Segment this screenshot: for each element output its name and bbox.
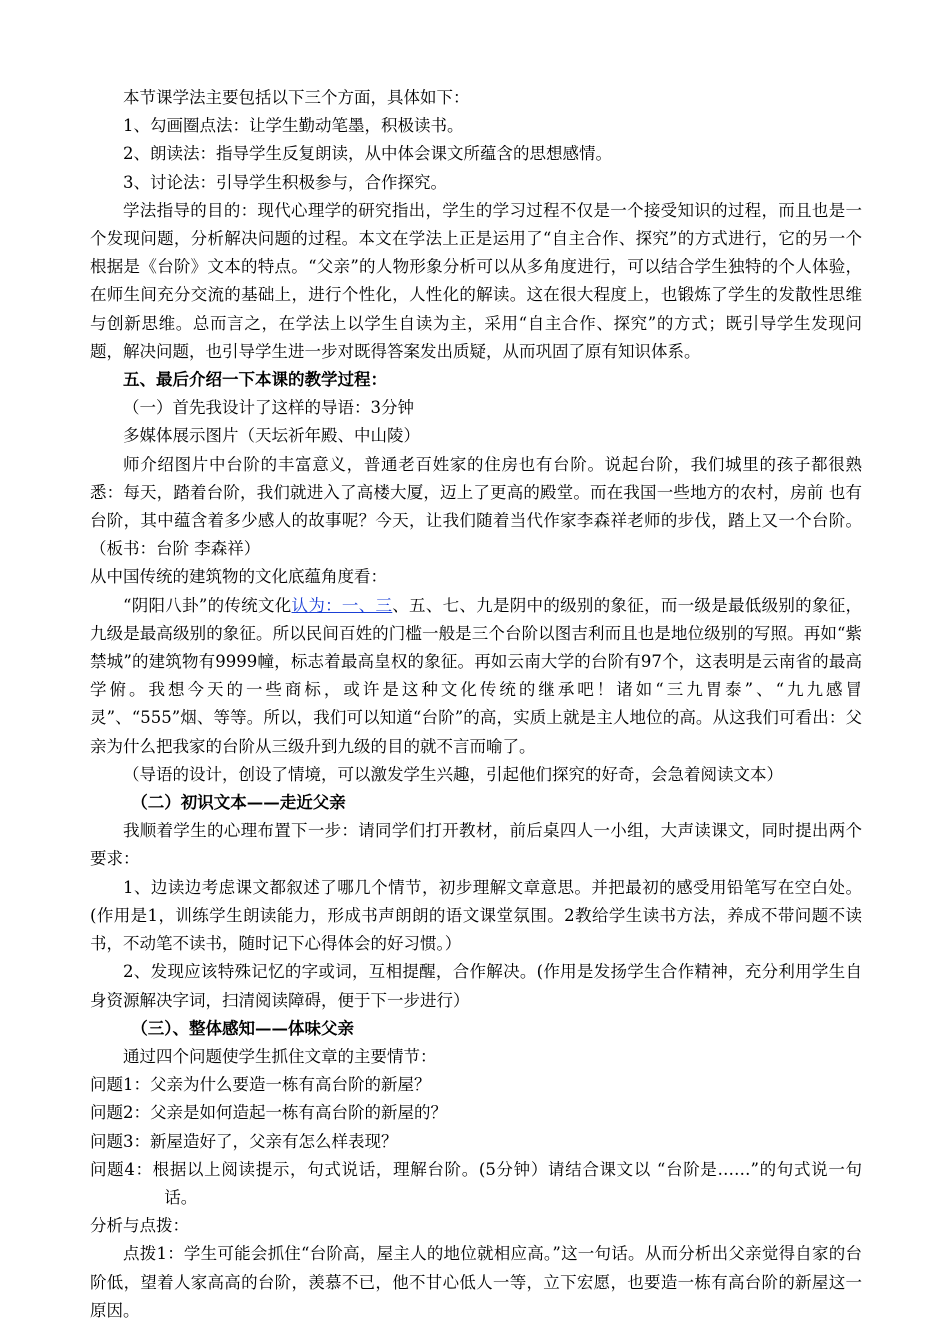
paragraph: 通过四个问题使学生抓住文章的主要情节：: [123, 1046, 437, 1066]
paragraph: [90, 592, 862, 761]
section-heading: （三）、整体感知——体味父亲: [131, 1018, 354, 1038]
section-heading: 五、最后介绍一下本课的教学过程：: [123, 370, 387, 390]
paragraph: 2、发现应该特殊记忆的字或词，互相提醒，合作解决。(作用是发扬学生合作精神，充分利用学生自身资源解决字词，扫清阅读障碍，便于下一步进行）: [90, 962, 862, 1010]
paragraph: 我顺着学生的心理布置下一步：请同学们打开教材，前后桌四人一小组，大声读课文，同时提出两个要求：: [90, 821, 862, 869]
hyperlink[interactable]: 认为：一、三: [291, 595, 393, 615]
paragraph: 3、讨论法：引导学生积极参与，合作探究。: [123, 172, 447, 192]
paragraph: 2、朗读法：指导学生反复朗读，从中体会课文所蕴含的思想感情。: [123, 144, 612, 164]
paragraph: 学法指导的目的：现代心理学的研究指出，学生的学习过程不仅是一个接受知识的过程，而且也是一个发现问题，分析解决问题的过程。本文在学法上正是运用了“自主合作、探究”的方式进行，它的另一个根据是《台阶》文本的特点。“父亲”的人物形象分析可以从多角度进行，可以结合学生独特的个人体验，在师生间充分交流的基础上，进行个性化，人性化的解读。这在很大程度上，也锻炼了学生的发散性思维与创新思维。总而言之，在学法上以学生自读为主，采用“自主合作、探究”的方式；既引导学生发现问题，解决问题，也引导学生进一步对既得答案发出质疑，从而巩固了原有知识体系。: [90, 200, 862, 361]
document-page: [90, 84, 862, 1325]
question-item: 问题1：父亲为什么要造一栋有高台阶的新屋？: [90, 1075, 431, 1095]
question-item: 问题4：根据以上阅读提示，句式说话，理解台阶。(5分钟）请结合课文以 “台阶是……”的句式说一句话。: [90, 1159, 862, 1207]
paragraph: 师介绍图片中台阶的丰富意义，普通老百姓家的住房也有台阶。说起台阶，我们城里的孩子都很熟悉：每天，踏着台阶，我们就进入了高楼大厦，迈上了更高的殿堂。而在我国一些地方的农村，房前 也有台阶，其中蕴含着多少感人的故事呢？今天，让我们随着当代作家李森祥老师的步伐，踏上又一个台阶。（板书：台阶 李森祥）: [90, 454, 862, 559]
paragraph: 本节课学法主要包括以下三个方面，具体如下：: [123, 88, 470, 107]
paragraph: 点拨1：学生可能会抓住“台阶高，屋主人的地位就相应高。”这一句话。从而分析出父亲觉得自家的台阶低，望着人家高高的台阶，羡慕不已，他不甘心低人一等，立下宏愿，也要造一栋有高台阶的新屋这一原因。: [90, 1244, 862, 1320]
paragraph: （一）首先我设计了这样的导语：3分钟: [123, 398, 414, 418]
paragraph-text: 、五、七、九是阴中的级别的象征，而一级是最低级别的象征，九级是最高级别的象征。所以民间百姓的门槛一般是三个台阶以图吉利而且也是地位级别的写照。再如“紫禁城”的建筑物有9999幢，标志着最高皇权的象征。再如云南大学的台阶有97个，这表明是云南省的最高学俯。我想今天的一些商标，或许是这种文化传统的继承吧！诸如“三九胃泰”、“九九感冒灵”、“555”烟、等等。所以，我们可以知道“台阶”的高，实质上就是主人地位的高。从这我们可看出：父亲为什么把我家的台阶从三级升到九级的目的就不言而喻了。: [90, 595, 863, 756]
question-item: 问题2：父亲是如何造起一栋有高台阶的新屋的？: [90, 1103, 447, 1123]
paragraph: 1、勾画圈点法：让学生勤动笔墨，积极读书。: [123, 116, 464, 136]
paragraph: 分析与点拨：: [90, 1216, 189, 1236]
section-heading: （二）初识文本——走近父亲: [131, 793, 346, 813]
paragraph: （导语的设计，创设了情境，可以激发学生兴趣，引起他们探究的好奇，会急着阅读文本）: [123, 764, 783, 784]
paragraph-text: “阴阳八卦”的传统文化: [123, 595, 292, 615]
paragraph: 从中国传统的建筑物的文化底蕴角度看：: [90, 567, 387, 587]
paragraph: 1、边读边考虑课文都叙述了哪几个情节，初步理解文章意思。并把最初的感受用铅笔写在空白处。(作用是1，训练学生朗读能力，形成书声朗朗的语文课堂氛围。2教给学生读书方法，养成不带问题不读书，不动笔不读书，随时记下心得体会的好习惯。）: [90, 877, 862, 954]
question-item: 问题3：新屋造好了，父亲有怎么样表现？: [90, 1131, 398, 1151]
paragraph: 多媒体展示图片（天坛祈年殿、中山陵）: [123, 426, 420, 446]
